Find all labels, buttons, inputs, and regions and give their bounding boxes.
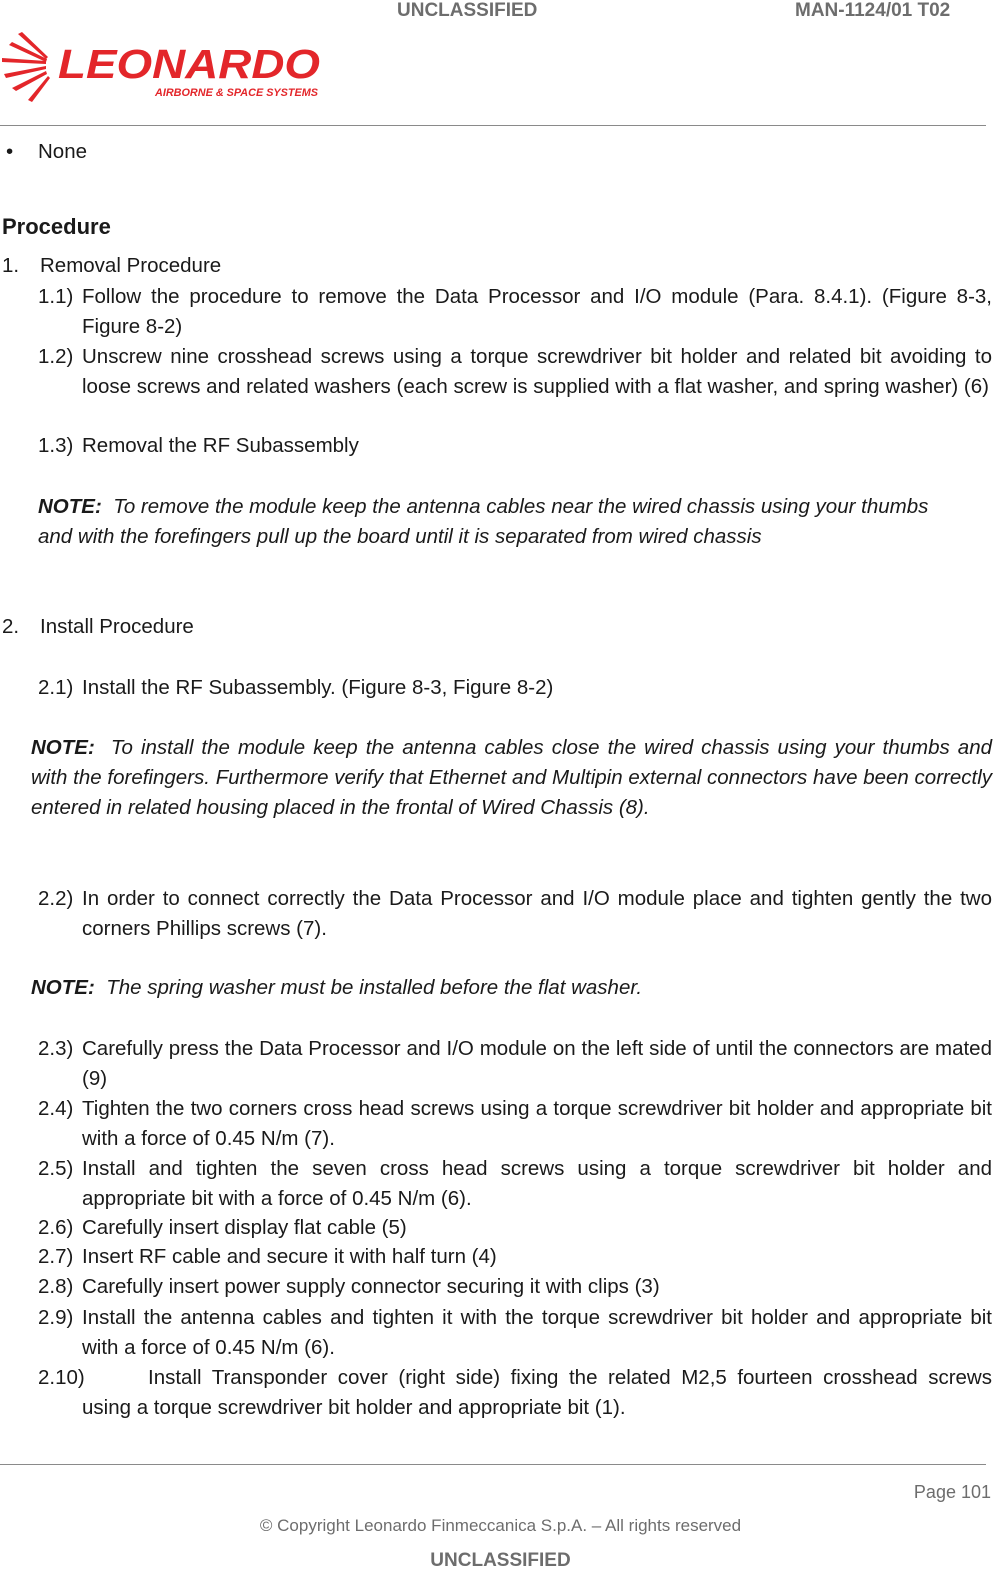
- note-text: To remove the module keep the antenna cables near the wired chassis using your thumbs and with the forefingers pull up the board until it is separated from wired chassis: [38, 495, 929, 548]
- copyright: © Copyright Leonardo Finmeccanica S.p.A. – All rights reserved: [259, 1516, 742, 1535]
- step-number: 2.1): [38, 676, 74, 699]
- classification-header: UNCLASSIFIED: [397, 0, 538, 21]
- step-number: 2.10): [38, 1366, 85, 1389]
- washer-note: [31, 973, 992, 1003]
- note-text: To install the module keep the antenna cables close the wired chassis using your thumbs and with the forefingers. Furthermore verify that Ethernet and Multipin external connectors have been correctly entered in related housing placed in the frontal of Wired Chassis (8).: [31, 736, 992, 819]
- header-divider: [0, 125, 986, 126]
- removal-number: 1.: [2, 254, 20, 277]
- install-title: Install Procedure: [40, 615, 194, 638]
- note-label: NOTE:: [31, 736, 95, 759]
- step-item: [38, 282, 992, 342]
- step-item: [38, 1094, 992, 1154]
- leonardo-logo-icon: [2, 30, 332, 102]
- step-number: 2.2): [38, 887, 74, 910]
- step-item: [38, 673, 992, 703]
- section-heading: Procedure: [2, 214, 111, 239]
- step-item: [38, 431, 992, 461]
- step-text: Unscrew nine crosshead screws using a torque screwdriver bit holder and related bit avoiding to loose screws and related washers (each screw is supplied with a flat washer, and spring washer) (6): [82, 345, 992, 398]
- step-text: Carefully press the Data Processor and I/O module on the left side of until the connectors are mated (9): [82, 1037, 992, 1090]
- step-text: Insert RF cable and secure it with half turn (4): [82, 1245, 497, 1268]
- step-number: 2.5): [38, 1157, 74, 1180]
- removal-note: [38, 492, 968, 552]
- svg-text:AIRBORNE & SPACE SYSTEMS: AIRBORNE & SPACE SYSTEMS: [154, 87, 319, 99]
- install-number: 2.: [2, 615, 20, 638]
- bullet-icon: •: [6, 140, 14, 163]
- step-number: 2.6): [38, 1216, 74, 1239]
- step-number: 2.4): [38, 1097, 74, 1120]
- install-note: [31, 733, 992, 823]
- note-text: The spring washer must be installed before the flat washer.: [106, 976, 643, 999]
- step-item: [38, 1034, 992, 1094]
- note-label: NOTE:: [31, 976, 95, 999]
- step-text: Tighten the two corners cross head screws using a torque screwdriver bit holder and appropriate bit with a force of 0.45 N/m (7).: [82, 1097, 992, 1150]
- step-text: Carefully insert power supply connector securing it with clips (3): [82, 1275, 660, 1298]
- step-item: [38, 342, 992, 402]
- step-text: Install the antenna cables and tighten it with the torque screwdriver bit holder and appropriate bit with a force of 0.45 N/m (6).: [82, 1306, 992, 1359]
- footer-divider: [0, 1464, 986, 1465]
- step-item: [38, 1213, 992, 1243]
- svg-text:LEONARDO: LEONARDO: [58, 41, 321, 87]
- step-number: 2.8): [38, 1275, 74, 1298]
- step-number: 2.3): [38, 1037, 74, 1060]
- page-number: Page 101: [913, 1482, 991, 1502]
- removal-title: Removal Procedure: [40, 254, 222, 277]
- step-text: In order to connect correctly the Data Processor and I/O module place and tighten gently the two corners Phillips screws (7).: [82, 887, 992, 940]
- step-text-first-line: Install Transponder cover (right side) fixing the related M2,5 fourteen crosshead screws: [148, 1366, 992, 1389]
- note-label: NOTE:: [38, 495, 102, 518]
- step-number: 2.7): [38, 1245, 74, 1268]
- step-text-continuation: [82, 1393, 992, 1423]
- step-text: Install the RF Subassembly. (Figure 8-3, Figure 8-2): [82, 676, 554, 699]
- step-text: Carefully insert display flat cable (5): [82, 1216, 407, 1239]
- step-item: [38, 1154, 992, 1214]
- step-number: 1.2): [38, 345, 74, 368]
- step-number: 1.3): [38, 434, 74, 457]
- bullet-item: None: [38, 140, 88, 163]
- step-number: 1.1): [38, 285, 74, 308]
- step-item: [38, 884, 992, 944]
- step-text: using a torque screwdriver bit holder and appropriate bit (1).: [82, 1396, 626, 1419]
- classification-footer: UNCLASSIFIED: [430, 1550, 571, 1571]
- step-item: [38, 1242, 992, 1272]
- step-item: [38, 1303, 992, 1363]
- step-text: Removal the RF Subassembly: [82, 434, 359, 457]
- step-text: Install and tighten the seven cross head screws using a torque screwdriver bit holder and appropriate bit with a force of 0.45 N/m (6).: [82, 1157, 992, 1210]
- step-item: [38, 1363, 992, 1393]
- step-item: [38, 1272, 992, 1302]
- document-number: MAN-1124/01 T02: [795, 0, 951, 21]
- step-number: 2.9): [38, 1306, 74, 1329]
- leonardo-logo: [2, 30, 332, 102]
- step-text: Follow the procedure to remove the Data Processor and I/O module (Para. 8.4.1). (Figure 8-3, Figure 8-2): [82, 285, 992, 338]
